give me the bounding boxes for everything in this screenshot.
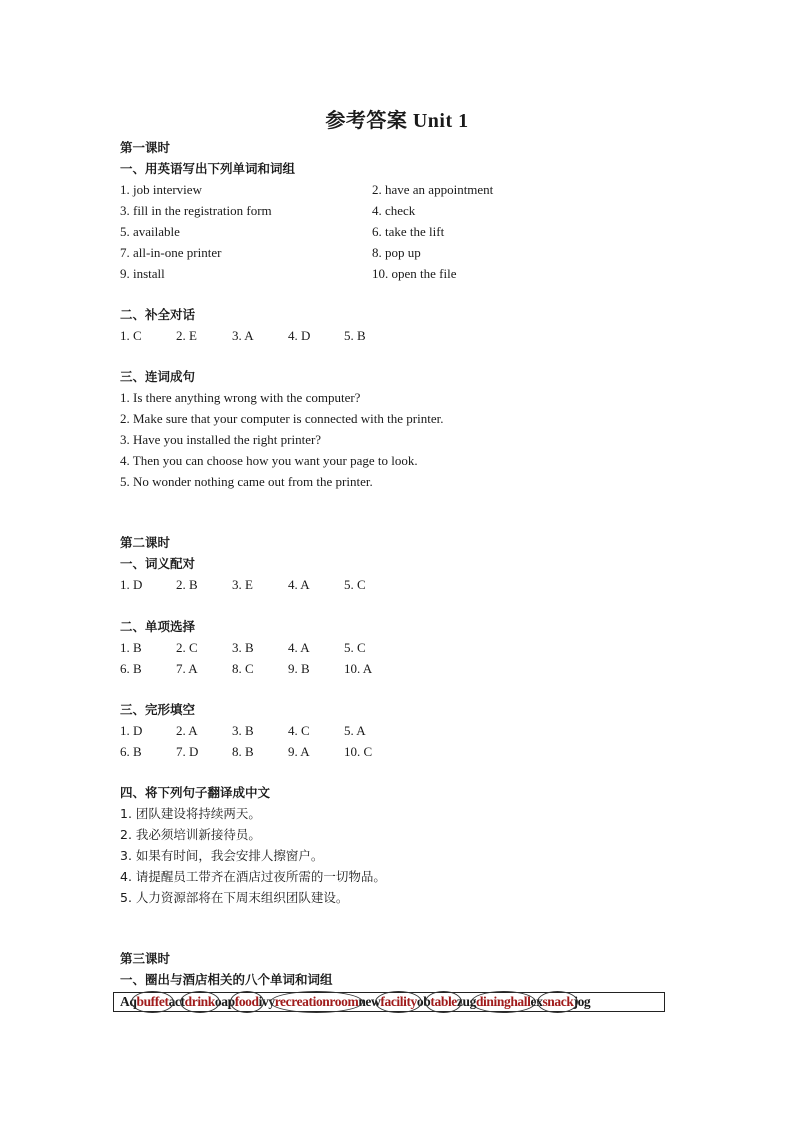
filler-letters: new: [358, 994, 381, 1009]
lesson3-heading: 第三课时: [120, 951, 171, 966]
answer-cell: 6. B: [120, 661, 142, 676]
filler-letters: ivy: [258, 994, 275, 1009]
answer-cell: 2. C: [176, 640, 198, 655]
vocab-item: 3. fill in the registration form: [120, 203, 272, 218]
vocab-item: 7. all-in-one printer: [120, 245, 222, 260]
circled-word: food: [234, 994, 259, 1009]
answer-cell: 10. C: [344, 744, 373, 759]
translation-item: 3. 如果有时间，我会安排人擦窗户。: [120, 848, 324, 863]
answer-cell: 7. D: [176, 744, 199, 759]
answer-cell: 3. A: [232, 328, 254, 343]
filler-letters: jog: [573, 994, 591, 1009]
answer-cell: 4. C: [288, 723, 310, 738]
vocab-item: 10. open the file: [372, 266, 457, 281]
vocab-item: 9. install: [120, 266, 165, 281]
sentence-item: 5. No wonder nothing came out from the printer.: [120, 474, 373, 489]
lesson1-heading: 第一课时: [120, 140, 171, 155]
circled-word: facility: [380, 994, 417, 1009]
translation-item: 1. 团队建设将持续两天。: [120, 806, 261, 821]
answer-cell: 4. D: [288, 328, 311, 343]
answer-cell: 1. C: [120, 328, 142, 343]
filler-letters: ex: [530, 994, 543, 1009]
answer-cell: 1. D: [120, 723, 143, 738]
answer-cell: 3. B: [232, 723, 254, 738]
answer-cell: 5. B: [344, 328, 366, 343]
vocab-item: 2. have an appointment: [372, 182, 494, 197]
answer-cell: 1. B: [120, 640, 142, 655]
answer-cell: 2. A: [176, 723, 198, 738]
answer-cell: 9. B: [288, 661, 310, 676]
vocab-item: 8. pop up: [372, 245, 421, 260]
page-title: 参考答案 Unit 1: [325, 110, 469, 132]
circled-word: snack: [542, 994, 574, 1009]
circled-word: table: [430, 994, 457, 1009]
vocab-item: 1. job interview: [120, 182, 202, 197]
vocab-item: 4. check: [372, 203, 416, 218]
translation-item: 2. 我必须培训新接待员。: [120, 827, 261, 842]
circled-word: buffet: [136, 994, 169, 1009]
answer-cell: 6. B: [120, 744, 142, 759]
sentence-item: 2. Make sure that your computer is connected with the printer.: [120, 411, 444, 426]
answer-cell: 9. A: [288, 744, 310, 759]
answer-cell: 3. E: [232, 577, 253, 592]
answer-cell: 4. A: [288, 577, 310, 592]
vocab-item: 6. take the lift: [372, 224, 445, 239]
lesson1-part1-heading: 一、用英语写出下列单词和词组: [120, 161, 296, 176]
filler-letters: Aq: [120, 994, 137, 1009]
vocab-item: 5. available: [120, 224, 180, 239]
lesson2-part2-heading: 二、单项选择: [120, 619, 196, 634]
lesson3-part1-heading: 一、圈出与酒店相关的八个单词和词组: [120, 972, 333, 987]
word-search-letters: [120, 994, 590, 1010]
answer-cell: 4. A: [288, 640, 310, 655]
circled-word: dininghall: [475, 994, 531, 1009]
filler-letters: oap: [214, 994, 235, 1009]
word-search-box: [113, 992, 665, 1012]
translation-item: 5. 人力资源部将在下周末组织团队建设。: [120, 890, 349, 905]
answer-cell: 5. A: [344, 723, 366, 738]
answer-cell: 5. C: [344, 577, 366, 592]
filler-letters: zug: [456, 994, 476, 1009]
answer-cell: 2. B: [176, 577, 198, 592]
lesson2-part4-heading: 四、将下列句子翻译成中文: [120, 785, 271, 800]
lesson2-part1-heading: 一、词义配对: [120, 556, 196, 571]
answer-cell: 1. D: [120, 577, 143, 592]
answer-cell: 3. B: [232, 640, 254, 655]
answer-cell: 2. E: [176, 328, 197, 343]
sentence-item: 4. Then you can choose how you want your page to look.: [120, 453, 418, 468]
translation-item: 4. 请提醒员工带齐在酒店过夜所需的一切物品。: [120, 869, 386, 884]
filler-letters: ob: [416, 994, 431, 1009]
answer-cell: 7. A: [176, 661, 198, 676]
answer-cell: 5. C: [344, 640, 366, 655]
sentence-item: 3. Have you installed the right printer?: [120, 432, 322, 447]
lesson1-part2-heading: 二、补全对话: [120, 307, 196, 322]
circled-word: recreationroom: [274, 994, 359, 1009]
filler-letters: act: [168, 994, 185, 1009]
sentence-item: 1. Is there anything wrong with the computer?: [120, 390, 361, 405]
circled-word: drink: [184, 994, 215, 1009]
answer-cell: 8. C: [232, 661, 254, 676]
lesson2-heading: 第二课时: [120, 535, 171, 550]
lesson2-part3-heading: 三、完形填空: [120, 702, 196, 717]
lesson1-part3-heading: 三、连词成句: [120, 369, 196, 384]
answer-cell: 10. A: [344, 661, 373, 676]
answer-cell: 8. B: [232, 744, 254, 759]
